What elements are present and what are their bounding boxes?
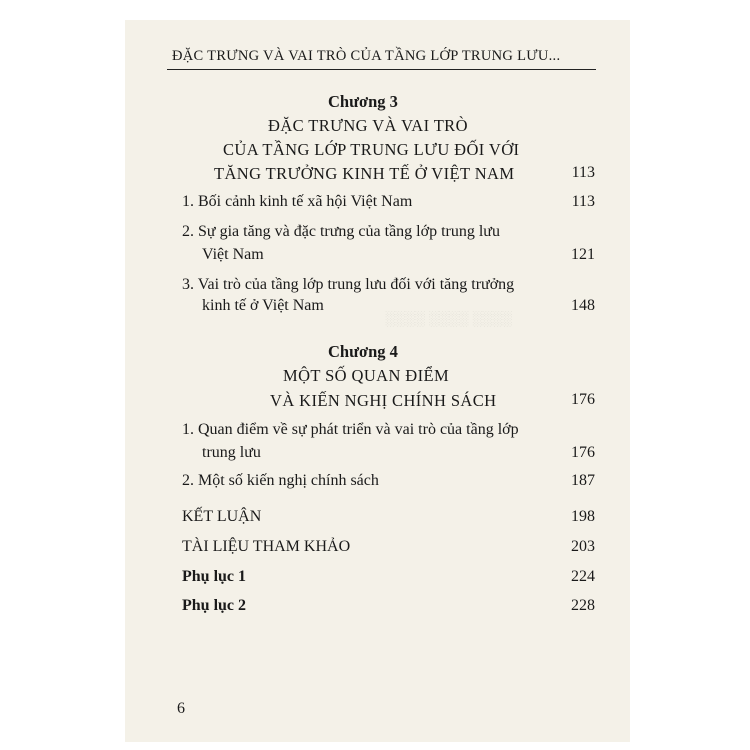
chapter4-page: 176	[571, 391, 595, 408]
toc-entry-3-2-line1: 2. Sự gia tăng và đặc trưng của tầng lớp trung lưu	[182, 223, 500, 240]
toc-references-page: 203	[571, 538, 595, 555]
toc-appendix-2-page: 228	[571, 597, 595, 614]
toc-appendix-1-page: 224	[571, 568, 595, 585]
chapter4-label: Chương 4	[328, 342, 398, 361]
chapter4-title-line2: VÀ KIẾN NGHỊ CHÍNH SÁCH	[270, 391, 497, 410]
toc-entry-3-3-page: 148	[571, 297, 595, 314]
toc-entry-4-1-line2: trung lưu	[202, 444, 261, 461]
toc-entry-3-1: 1. Bối cảnh kinh tế xã hội Việt Nam	[182, 193, 413, 210]
chapter3-title-line2: CỦA TẦNG LỚP TRUNG LƯU ĐỐI VỚI	[223, 140, 520, 159]
toc-entry-3-3-line1: 3. Vai trò của tầng lớp trung lưu đối với tăng trưởng	[182, 276, 515, 293]
toc-entry-4-2-page: 187	[571, 472, 595, 489]
toc-entry-4-2: 2. Một số kiến nghị chính sách	[182, 472, 379, 489]
bleed-through-text: ░░░░ ░░░░ ░░░░	[385, 310, 512, 326]
chapter3-title-line3: TĂNG TRƯỞNG KINH TẾ Ở VIỆT NAM	[214, 164, 515, 183]
chapter3-page: 113	[571, 164, 595, 181]
toc-appendix-1: Phụ lục 1	[182, 568, 247, 585]
toc-conclusion: KẾT LUẬN	[182, 508, 262, 525]
chapter3-title-line1: ĐẶC TRƯNG VÀ VAI TRÒ	[268, 116, 468, 135]
chapter3-label: Chương 3	[328, 92, 398, 111]
header-rule	[167, 69, 596, 70]
toc-entry-3-2-line2: Việt Nam	[202, 246, 264, 263]
running-header: ĐẶC TRƯNG VÀ VAI TRÒ CỦA TẦNG LỚP TRUNG LƯU...	[172, 48, 561, 64]
toc-entry-4-1-page: 176	[571, 444, 595, 461]
toc-references: TÀI LIỆU THAM KHẢO	[182, 538, 351, 555]
chapter4-title-line1: MỘT SỐ QUAN ĐIỂM	[283, 366, 450, 385]
toc-entry-3-2-page: 121	[571, 246, 595, 263]
toc-entry-3-3-line2: kinh tế ở Việt Nam	[202, 297, 324, 314]
page-number: 6	[177, 700, 185, 717]
toc-entry-3-1-page: 113	[571, 193, 595, 210]
toc-conclusion-page: 198	[571, 508, 595, 525]
toc-entry-4-1-line1: 1. Quan điểm về sự phát triển và vai trò của tầng lớp	[182, 421, 519, 438]
toc-appendix-2: Phụ lục 2	[182, 597, 247, 614]
